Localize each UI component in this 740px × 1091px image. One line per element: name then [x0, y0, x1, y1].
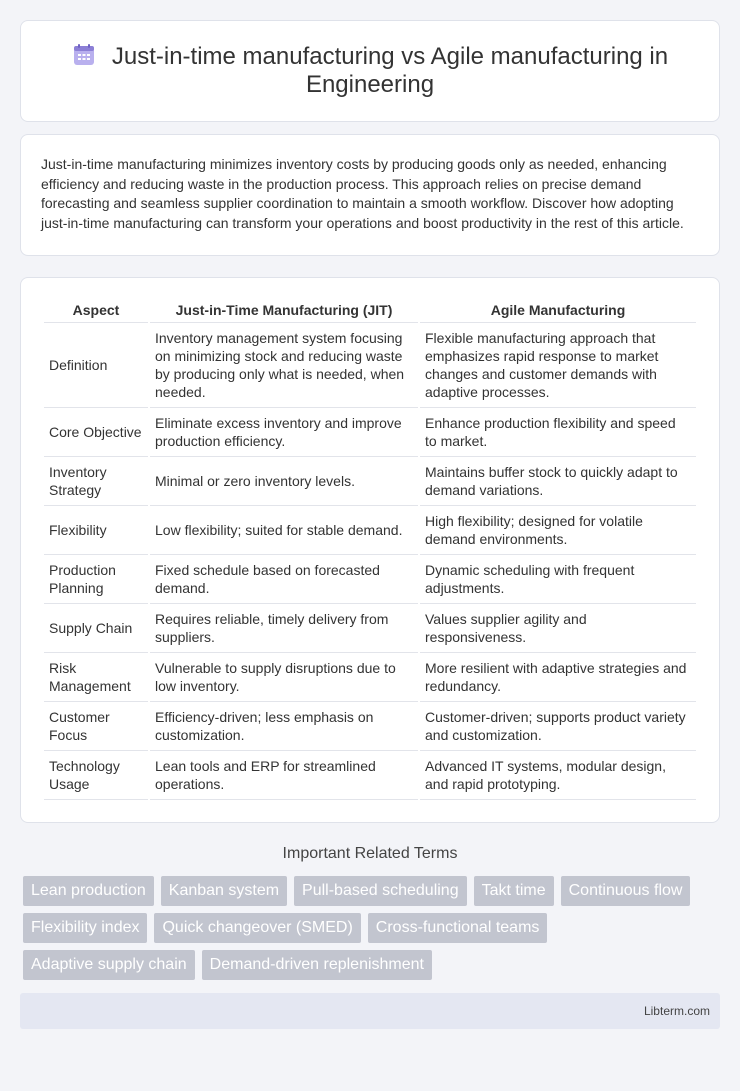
- row-aspect: Risk Management: [44, 653, 148, 702]
- row-aspect: Production Planning: [44, 555, 148, 604]
- row-jit: Efficiency-driven; less emphasis on customization.: [150, 702, 418, 751]
- tag-demand-driven-replenishment[interactable]: Demand-driven replenishment: [202, 950, 432, 980]
- row-agile: Enhance production flexibility and speed to market.: [420, 408, 696, 457]
- table-row: [44, 604, 696, 653]
- row-agile: Flexible manufacturing approach that emphasizes rapid response to market changes and customer demands with adaptive processes.: [420, 323, 696, 408]
- table-row: [44, 457, 696, 506]
- row-aspect: Inventory Strategy: [44, 457, 148, 506]
- row-agile: Maintains buffer stock to quickly adapt to demand variations.: [420, 457, 696, 506]
- row-agile: More resilient with adaptive strategies and redundancy.: [420, 653, 696, 702]
- row-jit: Vulnerable to supply disruptions due to low inventory.: [150, 653, 418, 702]
- page-title-wrap: [61, 43, 679, 99]
- tag-pull-based-scheduling[interactable]: Pull-based scheduling: [294, 876, 467, 906]
- intro-text: Just-in-time manufacturing minimizes inventory costs by producing goods only as needed, enhancing efficiency and reducing waste in the production process. This approach relies on precise demand forecasting and seamless supplier coordination to maintain a smooth workflow. Discover how adopting just-in-time manufacturing can transform your operations and boost productivity in the rest of this article.: [41, 156, 684, 231]
- tag-adaptive-supply-chain[interactable]: Adaptive supply chain: [23, 950, 195, 980]
- tag-flexibility-index[interactable]: Flexibility index: [23, 913, 147, 943]
- calendar-icon: [72, 43, 96, 67]
- row-jit: Minimal or zero inventory levels.: [150, 457, 418, 506]
- table-row: [44, 323, 696, 408]
- table-row: [44, 555, 696, 604]
- table-row: [44, 506, 696, 555]
- row-jit: Requires reliable, timely delivery from suppliers.: [150, 604, 418, 653]
- tag-continuous-flow[interactable]: Continuous flow: [561, 876, 691, 906]
- row-agile: Customer-driven; supports product variety and customization.: [420, 702, 696, 751]
- page-title: Just-in-time manufacturing vs Agile manufacturing in Engineering: [111, 43, 669, 98]
- row-aspect: Technology Usage: [44, 751, 148, 800]
- table-row: [44, 702, 696, 751]
- row-agile: High flexibility; designed for volatile demand environments.: [420, 506, 696, 555]
- row-jit: Eliminate excess inventory and improve production efficiency.: [150, 408, 418, 457]
- comparison-table-card: [20, 277, 720, 823]
- related-terms-list: [23, 876, 720, 987]
- table-row: [44, 653, 696, 702]
- tag-cross-functional-teams[interactable]: Cross-functional teams: [368, 913, 548, 943]
- row-jit: Fixed schedule based on forecasted demand.: [150, 555, 418, 604]
- tag-kanban-system[interactable]: Kanban system: [161, 876, 287, 906]
- tag-quick-changeover[interactable]: Quick changeover (SMED): [154, 913, 360, 943]
- footer: [20, 993, 720, 1029]
- footer-site-link[interactable]: Libterm.com: [643, 1004, 710, 1019]
- row-agile: Values supplier agility and responsiveness.: [420, 604, 696, 653]
- row-aspect: Flexibility: [44, 506, 148, 555]
- comparison-table: [42, 298, 698, 800]
- table-row: [44, 751, 696, 800]
- tag-takt-time[interactable]: Takt time: [474, 876, 554, 906]
- table-header-row: [44, 298, 696, 323]
- row-jit: Inventory management system focusing on minimizing stock and reducing waste by producing only what is needed, when needed.: [150, 323, 418, 408]
- row-agile: Dynamic scheduling with frequent adjustments.: [420, 555, 696, 604]
- row-aspect: Definition: [44, 323, 148, 408]
- intro-card: [20, 134, 720, 256]
- row-jit: Lean tools and ERP for streamlined operations.: [150, 751, 418, 800]
- header-card: [20, 20, 720, 122]
- header-aspect: Aspect: [44, 298, 148, 323]
- row-aspect: Customer Focus: [44, 702, 148, 751]
- row-jit: Low flexibility; suited for stable demand.: [150, 506, 418, 555]
- row-agile: Advanced IT systems, modular design, and rapid prototyping.: [420, 751, 696, 800]
- related-terms-title: Important Related Terms: [282, 845, 458, 863]
- header-jit: Just-in-Time Manufacturing (JIT): [150, 298, 418, 323]
- table-row: [44, 408, 696, 457]
- row-aspect: Supply Chain: [44, 604, 148, 653]
- tag-lean-production[interactable]: Lean production: [23, 876, 154, 906]
- header-agile: Agile Manufacturing: [420, 298, 696, 323]
- row-aspect: Core Objective: [44, 408, 148, 457]
